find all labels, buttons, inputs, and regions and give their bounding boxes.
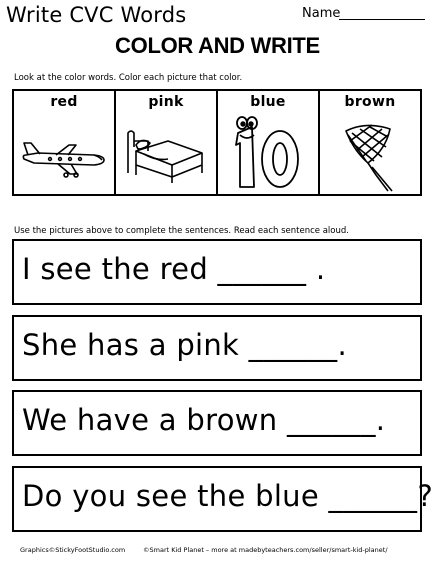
sentence-instructions: Use the pictures above to complete the sentences. Read each sentence aloud.: [14, 226, 349, 236]
color-instructions: Look at the color words. Color each picture that color.: [14, 73, 243, 83]
sentence-box-2: [12, 315, 422, 381]
color-word: red: [50, 94, 78, 110]
picture-cell-pink: [116, 91, 218, 194]
name-label: Name: [302, 6, 341, 21]
picture-table: [12, 89, 422, 196]
worksheet-title: Write CVC Words: [6, 3, 187, 27]
worksheet-subtitle: COLOR AND WRITE: [115, 33, 320, 58]
color-word: brown: [344, 94, 396, 110]
picture-cell-red: [14, 91, 116, 194]
sentence-box-3: [12, 390, 422, 456]
sentence-text: We have a brown ______.: [22, 403, 386, 437]
sentence-text: Do you see the blue ______?: [22, 479, 434, 513]
name-blank-line: [339, 19, 425, 20]
butterfly-net-icon: [320, 111, 420, 195]
footer-graphics-credit: Graphics©StickyFootStudio.com: [20, 546, 126, 554]
airplane-icon: [14, 111, 114, 195]
sentence-box-4: [12, 466, 434, 532]
sentence-text: I see the red ______ .: [22, 252, 326, 286]
color-word: blue: [250, 94, 286, 110]
color-word: pink: [148, 94, 184, 110]
footer-copyright: ©Smart Kid Planet – more at madebyteachers.com/seller/smart-kid-planet/: [143, 546, 388, 554]
bed-icon: [116, 111, 216, 195]
number-ten-icon: [218, 111, 318, 195]
picture-cell-blue: [218, 91, 320, 194]
picture-cell-brown: [320, 91, 420, 194]
sentence-text: She has a pink ______.: [22, 328, 347, 362]
sentence-box-1: [12, 239, 422, 305]
